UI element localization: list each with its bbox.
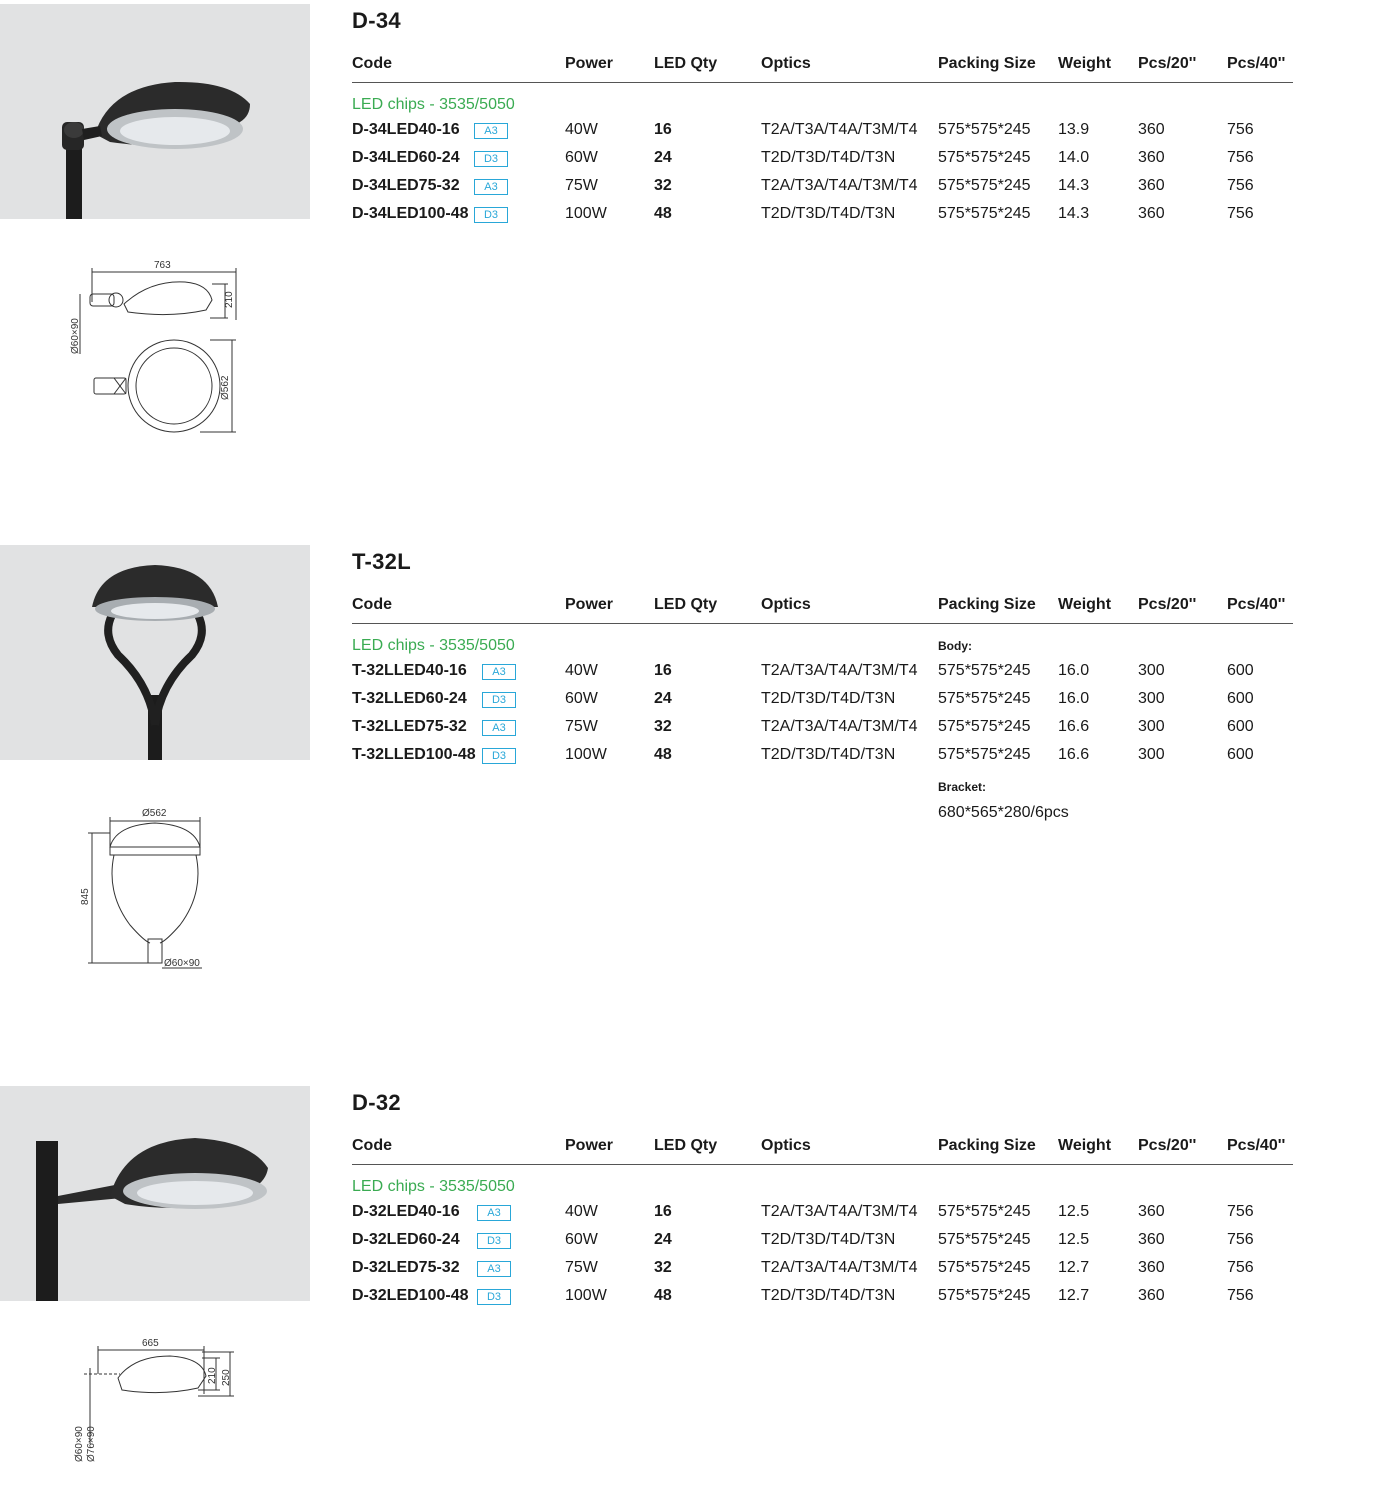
row-pcs40: 600 bbox=[1227, 690, 1254, 707]
dim-mount-1: Ø60×90 bbox=[74, 1426, 85, 1462]
row-weight: 16.0 bbox=[1058, 662, 1090, 679]
product-photo-d32 bbox=[0, 1086, 310, 1301]
optic-badge: D3 bbox=[477, 1233, 511, 1249]
row-code: D-34LED75-32 bbox=[352, 177, 460, 194]
row-code: D-32LED60-24 bbox=[352, 1231, 460, 1248]
row-power: 40W bbox=[565, 662, 598, 679]
bracket-label: Bracket: bbox=[938, 780, 987, 794]
row-weight: 16.6 bbox=[1058, 718, 1090, 735]
optic-badge: A3 bbox=[474, 123, 508, 139]
product-title: D-32 bbox=[352, 1090, 401, 1115]
optic-badge: D3 bbox=[482, 748, 516, 764]
row-pcs20: 360 bbox=[1138, 1203, 1165, 1220]
row-power: 100W bbox=[565, 746, 607, 763]
col-optics: Optics bbox=[761, 596, 811, 613]
row-pcs20: 360 bbox=[1138, 1231, 1165, 1248]
row-qty: 32 bbox=[654, 718, 672, 735]
row-packing: 575*575*245 bbox=[938, 1287, 1031, 1304]
row-code: T-32LLED60-24 bbox=[352, 690, 467, 707]
col-pcs20: Pcs/20'' bbox=[1138, 1137, 1197, 1154]
row-pcs20: 300 bbox=[1138, 662, 1165, 679]
row-qty: 32 bbox=[654, 1259, 672, 1276]
bracket-value: 680*565*280/6pcs bbox=[938, 804, 1069, 821]
row-pcs40: 756 bbox=[1227, 121, 1254, 138]
row-packing: 575*575*245 bbox=[938, 718, 1031, 735]
row-qty: 48 bbox=[654, 1287, 672, 1304]
row-optics: T2A/T3A/T4A/T3M/T4 bbox=[761, 1203, 918, 1220]
row-qty: 48 bbox=[654, 746, 672, 763]
row-optics: T2D/T3D/T4D/T3N bbox=[761, 690, 896, 707]
row-power: 60W bbox=[565, 690, 598, 707]
row-pcs20: 360 bbox=[1138, 1259, 1165, 1276]
row-code: D-32LED100-48 bbox=[352, 1287, 469, 1304]
col-packing: Packing Size bbox=[938, 1137, 1036, 1154]
row-pcs40: 600 bbox=[1227, 746, 1254, 763]
led-chips-note: LED chips - 3535/5050 bbox=[352, 96, 515, 113]
col-ledqty: LED Qty bbox=[654, 1137, 718, 1154]
row-pcs20: 300 bbox=[1138, 746, 1165, 763]
col-optics: Optics bbox=[761, 55, 811, 72]
optic-badge: A3 bbox=[482, 720, 516, 736]
row-power: 100W bbox=[565, 1287, 607, 1304]
row-code: D-34LED100-48 bbox=[352, 205, 469, 222]
dim-mount-2: Ø76×90 bbox=[86, 1426, 97, 1462]
row-optics: T2A/T3A/T4A/T3M/T4 bbox=[761, 1259, 918, 1276]
row-weight: 13.9 bbox=[1058, 121, 1090, 138]
row-packing: 575*575*245 bbox=[938, 746, 1031, 763]
table-row bbox=[352, 205, 1293, 229]
optic-badge: A3 bbox=[482, 664, 516, 680]
product-title: T-32L bbox=[352, 549, 411, 574]
led-chips-note: LED chips - 3535/5050 bbox=[352, 637, 515, 654]
optic-badge: D3 bbox=[474, 207, 508, 223]
table-row bbox=[352, 1287, 1293, 1311]
row-qty: 24 bbox=[654, 690, 672, 707]
row-pcs20: 300 bbox=[1138, 718, 1165, 735]
row-pcs20: 360 bbox=[1138, 177, 1165, 194]
row-pcs20: 360 bbox=[1138, 1287, 1165, 1304]
row-power: 75W bbox=[565, 718, 598, 735]
col-weight: Weight bbox=[1058, 55, 1112, 72]
row-weight: 16.6 bbox=[1058, 746, 1090, 763]
col-weight: Weight bbox=[1058, 596, 1112, 613]
row-packing: 575*575*245 bbox=[938, 1203, 1031, 1220]
row-power: 75W bbox=[565, 177, 598, 194]
col-code: Code bbox=[352, 55, 392, 72]
row-code: T-32LLED100-48 bbox=[352, 746, 476, 763]
row-optics: T2A/T3A/T4A/T3M/T4 bbox=[761, 718, 918, 735]
col-ledqty: LED Qty bbox=[654, 55, 718, 72]
product-photo-d34 bbox=[0, 4, 310, 219]
row-power: 60W bbox=[565, 149, 598, 166]
product-section-t32l bbox=[0, 545, 1400, 1025]
dimension-drawing-t32l bbox=[80, 803, 280, 1003]
table-row bbox=[352, 662, 1293, 686]
row-code: D-34LED40-16 bbox=[352, 121, 460, 138]
dim-height-2: 250 bbox=[221, 1369, 232, 1386]
row-pcs40: 600 bbox=[1227, 662, 1254, 679]
col-power: Power bbox=[565, 596, 614, 613]
row-pcs40: 756 bbox=[1227, 177, 1254, 194]
row-optics: T2A/T3A/T4A/T3M/T4 bbox=[761, 121, 918, 138]
row-qty: 16 bbox=[654, 662, 672, 679]
row-qty: 48 bbox=[654, 205, 672, 222]
row-packing: 575*575*245 bbox=[938, 149, 1031, 166]
row-pcs40: 756 bbox=[1227, 1259, 1254, 1276]
table-header bbox=[352, 593, 1293, 624]
dim-height: 210 bbox=[224, 291, 235, 308]
row-pcs20: 360 bbox=[1138, 149, 1165, 166]
dim-diameter: Ø562 bbox=[220, 375, 231, 400]
product-title: D-34 bbox=[352, 8, 401, 33]
col-pcs20: Pcs/20'' bbox=[1138, 596, 1197, 613]
col-pcs20: Pcs/20'' bbox=[1138, 55, 1197, 72]
optic-badge: D3 bbox=[477, 1289, 511, 1305]
row-pcs40: 756 bbox=[1227, 149, 1254, 166]
row-packing: 575*575*245 bbox=[938, 1259, 1031, 1276]
row-weight: 16.0 bbox=[1058, 690, 1090, 707]
row-weight: 12.5 bbox=[1058, 1231, 1090, 1248]
row-code: D-34LED60-24 bbox=[352, 149, 460, 166]
product-section-d34 bbox=[0, 4, 1400, 484]
row-pcs40: 600 bbox=[1227, 718, 1254, 735]
col-pcs40: Pcs/40'' bbox=[1227, 596, 1286, 613]
row-packing: 575*575*245 bbox=[938, 121, 1031, 138]
table-row bbox=[352, 149, 1293, 173]
row-packing: 575*575*245 bbox=[938, 177, 1031, 194]
table-row bbox=[352, 1231, 1293, 1255]
optic-badge: A3 bbox=[477, 1205, 511, 1221]
dim-diameter: Ø562 bbox=[142, 808, 167, 819]
table-row bbox=[352, 718, 1293, 742]
row-weight: 12.5 bbox=[1058, 1203, 1090, 1220]
row-power: 75W bbox=[565, 1259, 598, 1276]
row-qty: 24 bbox=[654, 149, 672, 166]
row-packing: 575*575*245 bbox=[938, 662, 1031, 679]
row-optics: T2D/T3D/T4D/T3N bbox=[761, 149, 896, 166]
row-power: 40W bbox=[565, 1203, 598, 1220]
table-header bbox=[352, 1134, 1293, 1165]
col-pcs40: Pcs/40'' bbox=[1227, 55, 1286, 72]
col-code: Code bbox=[352, 1137, 392, 1154]
col-power: Power bbox=[565, 55, 614, 72]
row-pcs40: 756 bbox=[1227, 1231, 1254, 1248]
row-power: 40W bbox=[565, 121, 598, 138]
dimension-drawing-d32 bbox=[70, 1334, 270, 1484]
row-optics: T2A/T3A/T4A/T3M/T4 bbox=[761, 662, 918, 679]
dim-height: 845 bbox=[80, 888, 91, 905]
row-power: 60W bbox=[565, 1231, 598, 1248]
col-power: Power bbox=[565, 1137, 614, 1154]
col-optics: Optics bbox=[761, 1137, 811, 1154]
row-qty: 32 bbox=[654, 177, 672, 194]
row-weight: 14.0 bbox=[1058, 149, 1090, 166]
product-photo-t32l bbox=[0, 545, 310, 760]
dim-width: 763 bbox=[154, 260, 171, 271]
table-row bbox=[352, 177, 1293, 201]
row-power: 100W bbox=[565, 205, 607, 222]
optic-badge: D3 bbox=[482, 692, 516, 708]
row-qty: 16 bbox=[654, 121, 672, 138]
row-optics: T2D/T3D/T4D/T3N bbox=[761, 205, 896, 222]
row-qty: 24 bbox=[654, 1231, 672, 1248]
row-packing: 575*575*245 bbox=[938, 1231, 1031, 1248]
col-ledqty: LED Qty bbox=[654, 596, 718, 613]
row-optics: T2D/T3D/T4D/T3N bbox=[761, 1231, 896, 1248]
row-weight: 14.3 bbox=[1058, 177, 1090, 194]
row-weight: 12.7 bbox=[1058, 1287, 1090, 1304]
product-section-d32 bbox=[0, 1086, 1400, 1486]
row-qty: 16 bbox=[654, 1203, 672, 1220]
table-row bbox=[352, 121, 1293, 145]
optic-badge: D3 bbox=[474, 151, 508, 167]
optic-badge: A3 bbox=[477, 1261, 511, 1277]
table-row bbox=[352, 1259, 1293, 1283]
row-weight: 12.7 bbox=[1058, 1259, 1090, 1276]
dim-height-1: 210 bbox=[207, 1367, 218, 1384]
col-packing: Packing Size bbox=[938, 55, 1036, 72]
row-code: D-32LED75-32 bbox=[352, 1259, 460, 1276]
row-packing: 575*575*245 bbox=[938, 690, 1031, 707]
row-weight: 14.3 bbox=[1058, 205, 1090, 222]
row-optics: T2D/T3D/T4D/T3N bbox=[761, 746, 896, 763]
row-code: T-32LLED40-16 bbox=[352, 662, 467, 679]
led-chips-note: LED chips - 3535/5050 bbox=[352, 1178, 515, 1195]
table-row bbox=[352, 690, 1293, 714]
row-pcs20: 360 bbox=[1138, 121, 1165, 138]
row-pcs40: 756 bbox=[1227, 1203, 1254, 1220]
table-row bbox=[352, 1203, 1293, 1227]
row-code: D-32LED40-16 bbox=[352, 1203, 460, 1220]
row-pcs20: 360 bbox=[1138, 205, 1165, 222]
col-pcs40: Pcs/40'' bbox=[1227, 1137, 1286, 1154]
dim-width: 665 bbox=[142, 1338, 159, 1349]
dim-mount: Ø60×90 bbox=[70, 318, 81, 354]
col-packing: Packing Size bbox=[938, 596, 1036, 613]
row-pcs40: 756 bbox=[1227, 205, 1254, 222]
col-code: Code bbox=[352, 596, 392, 613]
body-label: Body: bbox=[938, 639, 972, 653]
table-header bbox=[352, 52, 1293, 83]
row-optics: T2A/T3A/T4A/T3M/T4 bbox=[761, 177, 918, 194]
col-weight: Weight bbox=[1058, 1137, 1112, 1154]
dimension-drawing-d34 bbox=[60, 254, 260, 454]
table-row bbox=[352, 746, 1293, 770]
dim-mount: Ø60×90 bbox=[164, 958, 200, 969]
row-packing: 575*575*245 bbox=[938, 205, 1031, 222]
row-pcs20: 300 bbox=[1138, 690, 1165, 707]
optic-badge: A3 bbox=[474, 179, 508, 195]
row-pcs40: 756 bbox=[1227, 1287, 1254, 1304]
row-code: T-32LLED75-32 bbox=[352, 718, 467, 735]
row-optics: T2D/T3D/T4D/T3N bbox=[761, 1287, 896, 1304]
